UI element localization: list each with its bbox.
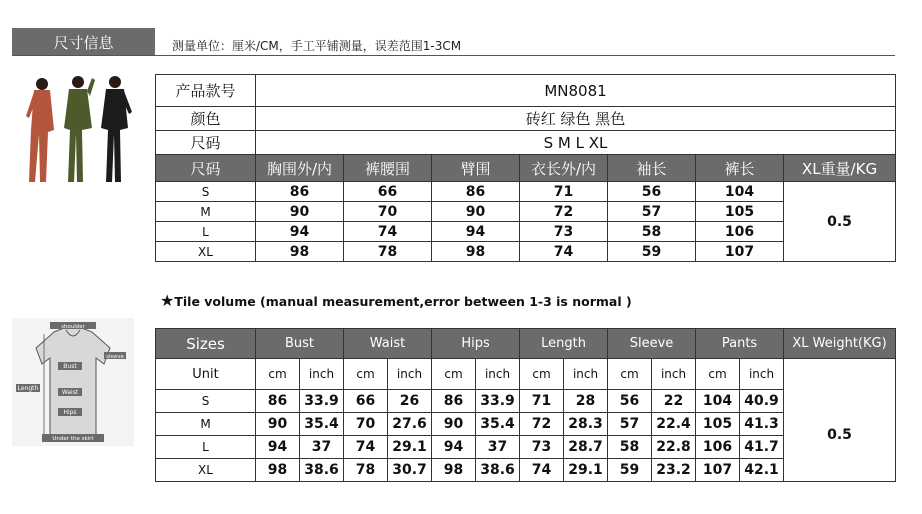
column-header: 尺码	[156, 155, 256, 182]
column-header: Pants	[696, 329, 784, 359]
table-cell: 90	[256, 413, 300, 436]
column-header: Sizes	[156, 329, 256, 359]
size-info-tab: 尺寸信息	[12, 28, 155, 56]
table-cell: 58	[608, 222, 696, 242]
column-header: Hips	[432, 329, 520, 359]
table-cell: 98	[432, 242, 520, 262]
unit-cell: cm	[344, 359, 388, 390]
unit-cell: inch	[564, 359, 608, 390]
column-header: XL重量/KG	[784, 155, 896, 182]
size-table-cn	[155, 74, 896, 262]
table-cell: 29.1	[388, 436, 432, 459]
table-cell: 56	[608, 182, 696, 202]
column-header: 胸围外/内	[256, 155, 344, 182]
table-cell: 106	[696, 222, 784, 242]
column-header: 裤腰围	[344, 155, 432, 182]
table-cell: 58	[608, 436, 652, 459]
table-cell: 30.7	[388, 459, 432, 482]
table-cell: 57	[608, 413, 652, 436]
measurement-note: 测量单位：厘米/CM，手工平铺测量，误差范围1-3CM	[172, 39, 462, 53]
table-cell: 94	[432, 436, 476, 459]
unit-cell: inch	[652, 359, 696, 390]
unit-cell: cm	[696, 359, 740, 390]
table-cell: 74	[520, 242, 608, 262]
table-cell: 33.9	[476, 390, 520, 413]
style-no-value: MN8081	[256, 75, 896, 107]
table-cell: 22.4	[652, 413, 696, 436]
table-cell: 73	[520, 436, 564, 459]
table-cell: 23.2	[652, 459, 696, 482]
unit-cell: inch	[476, 359, 520, 390]
size-cell: M	[156, 413, 256, 436]
table-cell: 71	[520, 390, 564, 413]
unit-cell: cm	[608, 359, 652, 390]
table-cell: 107	[696, 459, 740, 482]
table-cell: 22.8	[652, 436, 696, 459]
table-row	[156, 182, 896, 202]
tile-volume-note	[160, 291, 632, 310]
size-cell: XL	[156, 242, 256, 262]
empty-cell	[784, 359, 896, 390]
table-cell: 38.6	[476, 459, 520, 482]
table-cell: 57	[608, 202, 696, 222]
table-cell: 66	[344, 390, 388, 413]
table-cell: 74	[520, 459, 564, 482]
table-cell: 90	[432, 202, 520, 222]
star-icon: ★	[160, 291, 175, 310]
table-cell: 98	[432, 459, 476, 482]
table-cell: 72	[520, 202, 608, 222]
unit-cell: inch	[388, 359, 432, 390]
size-cell: L	[156, 222, 256, 242]
column-header: XL Weight(KG)	[784, 329, 896, 359]
table-cell: 70	[344, 413, 388, 436]
table-cell: 33.9	[300, 390, 344, 413]
table-cell: 28	[564, 390, 608, 413]
unit-cell: inch	[300, 359, 344, 390]
diagram-label-waist: Waist	[61, 389, 79, 396]
style-no-label: 产品款号	[156, 75, 256, 107]
table-cell: 59	[608, 459, 652, 482]
table-cell: 28.3	[564, 413, 608, 436]
table-cell: 41.7	[740, 436, 784, 459]
color-label: 颜色	[156, 107, 256, 131]
column-header: Sleeve	[608, 329, 696, 359]
table-cell: 38.6	[300, 459, 344, 482]
header-divider	[12, 55, 895, 56]
model-brick-red	[26, 78, 54, 182]
table-cell: 74	[344, 436, 388, 459]
column-header: 袖长	[608, 155, 696, 182]
table-cell: 74	[344, 222, 432, 242]
table-cell: 105	[696, 202, 784, 222]
column-header: 臂围	[432, 155, 520, 182]
size-cell: S	[156, 182, 256, 202]
table-cell: 86	[256, 390, 300, 413]
size-cell: L	[156, 436, 256, 459]
table-cell: 78	[344, 459, 388, 482]
table-cell: 41.3	[740, 413, 784, 436]
table-cell: 35.4	[300, 413, 344, 436]
weight-cell: 0.5	[784, 182, 896, 262]
column-header: Waist	[344, 329, 432, 359]
unit-label: Unit	[156, 359, 256, 390]
table-cell: 105	[696, 413, 740, 436]
column-header: 衣长外/内	[520, 155, 608, 182]
table-cell: 70	[344, 202, 432, 222]
size-table-en	[155, 328, 896, 482]
model-photo	[20, 72, 142, 190]
table-cell: 94	[256, 436, 300, 459]
table-cell: 42.1	[740, 459, 784, 482]
column-header: 裤长	[696, 155, 784, 182]
table-cell: 59	[608, 242, 696, 262]
diagram-label-sleeve: sleeve	[106, 354, 124, 360]
weight-cell: 0.5	[784, 390, 896, 482]
table-cell: 56	[608, 390, 652, 413]
table-cell: 37	[300, 436, 344, 459]
table-cell: 98	[256, 459, 300, 482]
unit-cell: cm	[256, 359, 300, 390]
table-cell: 106	[696, 436, 740, 459]
model-black	[101, 76, 132, 182]
table-cell: 27.6	[388, 413, 432, 436]
table-row	[156, 390, 896, 413]
table-cell: 73	[520, 222, 608, 242]
table-cell: 29.1	[564, 459, 608, 482]
unit-cell: cm	[432, 359, 476, 390]
size-cell: M	[156, 202, 256, 222]
table-cell: 71	[520, 182, 608, 202]
table-cell: 104	[696, 390, 740, 413]
table-cell: 90	[432, 413, 476, 436]
size-label: 尺码	[156, 131, 256, 155]
table-cell: 98	[256, 242, 344, 262]
size-cell: S	[156, 390, 256, 413]
table-cell: 72	[520, 413, 564, 436]
table-cell: 37	[476, 436, 520, 459]
table-cell: 90	[256, 202, 344, 222]
table-cell: 104	[696, 182, 784, 202]
size-value: S M L XL	[256, 131, 896, 155]
table-cell: 86	[256, 182, 344, 202]
table-cell: 28.7	[564, 436, 608, 459]
table-cell: 86	[432, 390, 476, 413]
table-cell: 86	[432, 182, 520, 202]
diagram-label-bust: Bust	[63, 363, 77, 370]
table-cell: 35.4	[476, 413, 520, 436]
diagram-label-hips: Hips	[63, 409, 77, 416]
diagram-label-length: Length	[17, 385, 39, 392]
diagram-label-shoulder: shoulder	[61, 324, 85, 330]
column-header: Bust	[256, 329, 344, 359]
unit-cell: inch	[740, 359, 784, 390]
table-cell: 26	[388, 390, 432, 413]
table-cell: 107	[696, 242, 784, 262]
diagram-label-under: Under the skirt	[52, 436, 94, 442]
measurement-diagram	[12, 318, 134, 446]
size-cell: XL	[156, 459, 256, 482]
model-green	[64, 76, 95, 182]
unit-cell: cm	[520, 359, 564, 390]
tile-volume-text: Tile volume (manual measurement,error between 1-3 is normal )	[174, 294, 632, 309]
color-value: 砖红 绿色 黑色	[256, 107, 896, 131]
table-cell: 40.9	[740, 390, 784, 413]
table-cell: 94	[432, 222, 520, 242]
table-cell: 94	[256, 222, 344, 242]
table-cell: 66	[344, 182, 432, 202]
table-cell: 22	[652, 390, 696, 413]
column-header: Length	[520, 329, 608, 359]
table-cell: 78	[344, 242, 432, 262]
